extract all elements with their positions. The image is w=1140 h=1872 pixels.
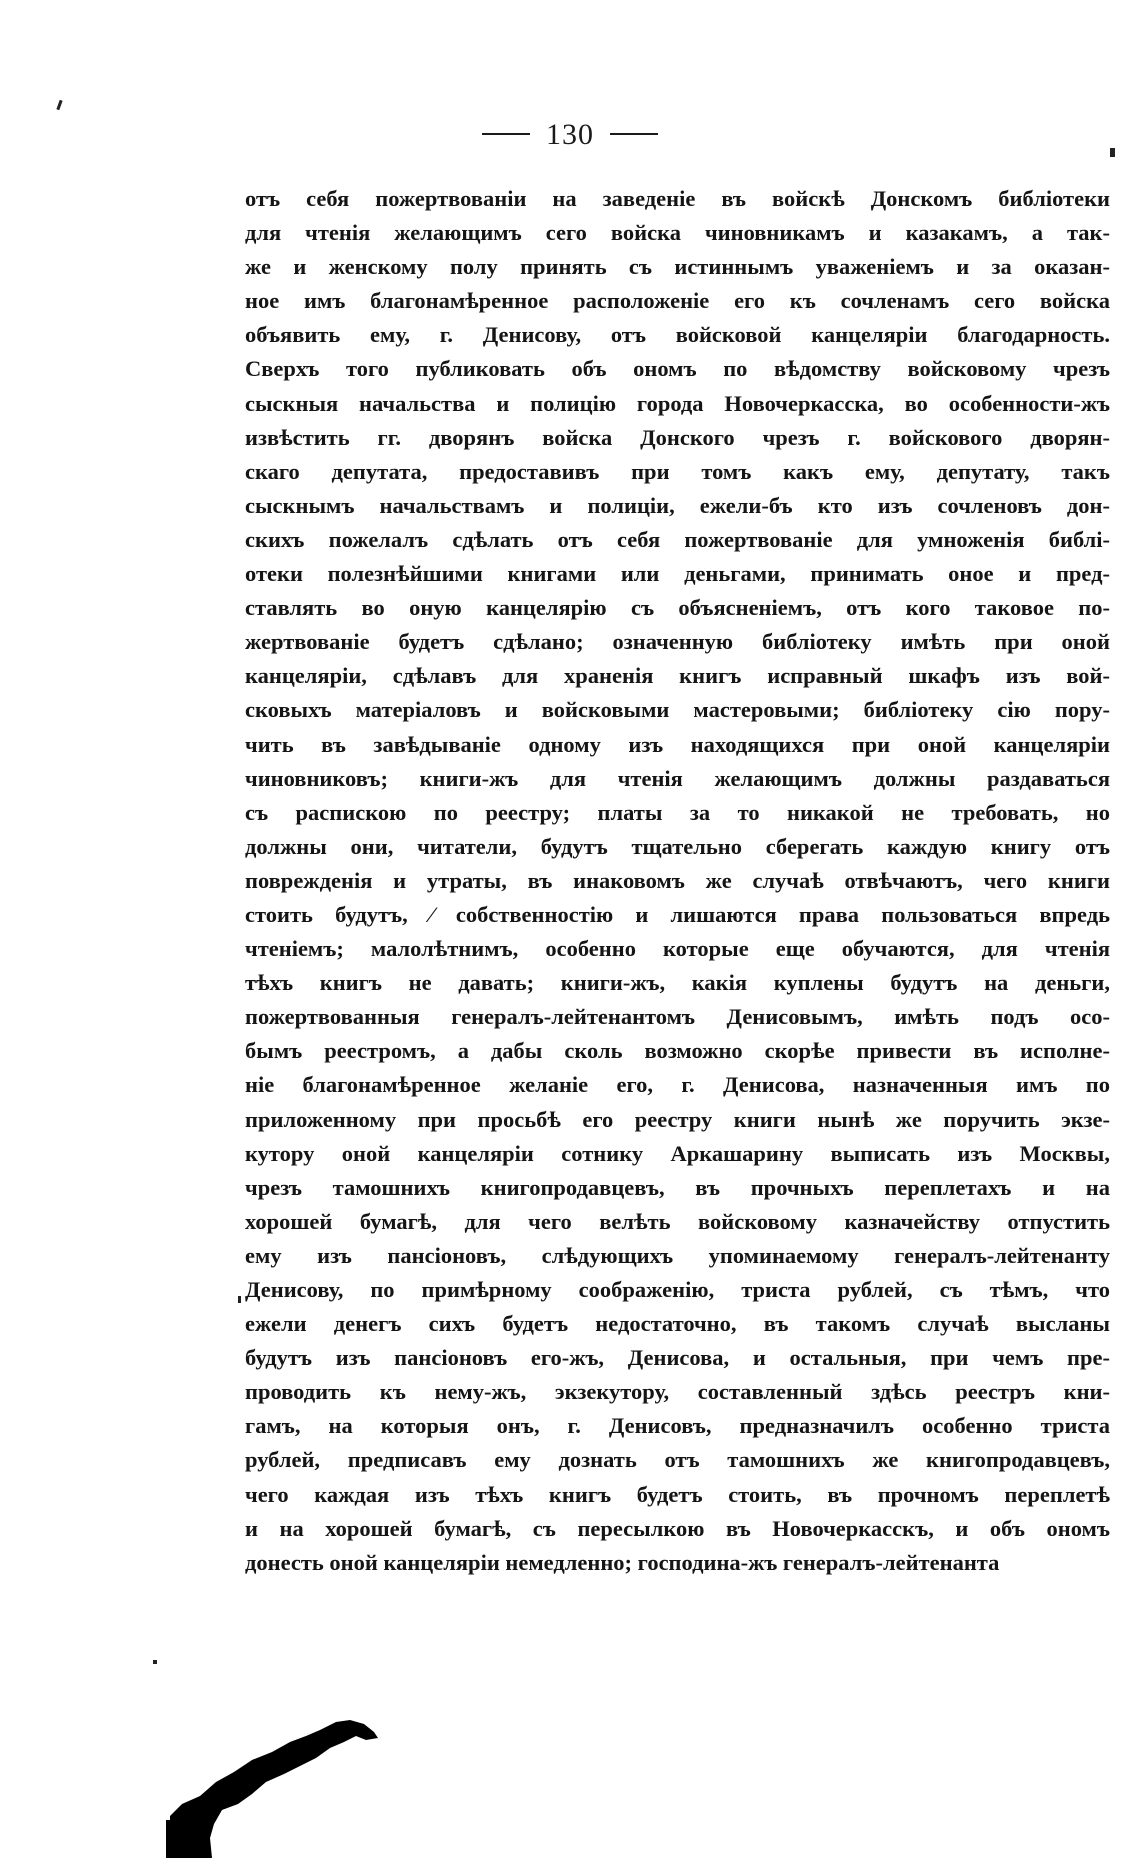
text-line: чтеніемъ; малолѣтнимъ, особенно которые еще обучаются, для чтенія	[245, 936, 1110, 962]
stray-mark-left-middle	[238, 1296, 241, 1303]
text-line: бымъ реестромъ, а дабы сколь возможно скорѣе привести въ исполне-	[245, 1038, 1110, 1064]
body-text	[245, 182, 1110, 1580]
ink-blot-decoration	[160, 1708, 380, 1858]
text-line: сыскныя начальства и полицію города Новочеркасска, во особенности-жъ	[245, 390, 1110, 416]
left-dash	[482, 133, 530, 135]
text-line: донесть оной канцеляріи немедленно; господина-жъ генералъ-лейтенанта	[245, 1549, 1000, 1575]
text-line: хорошей бумагѣ, для чего велѣть войсковому казначейству отпустить	[245, 1208, 1110, 1234]
page-number	[0, 118, 1140, 152]
text-line: рублей, предписавъ ему дознать отъ тамошнихъ же книгопродавцевъ,	[245, 1447, 1110, 1473]
text-line: стоить будутъ, ⁄ собственностію и лишаются права пользоваться впредь	[245, 901, 1110, 927]
text-line: скаго депутата, предоставивъ при томъ какъ ему, депутату, такъ	[245, 458, 1110, 484]
text-line: проводить къ нему-жъ, экзекутору, составленный здѣсь реестръ кни-	[245, 1379, 1110, 1405]
stray-mark-top-right	[1110, 148, 1115, 157]
text-line: гамъ, на которыя онъ, г. Денисовъ, предназначилъ особенно триста	[245, 1413, 1110, 1439]
text-line: для чтенія желающимъ сего войска чиновникамъ и казакамъ, а так-	[245, 220, 1110, 246]
text-line: кутору оной канцеляріи сотнику Аркашарину выписать изъ Москвы,	[245, 1140, 1110, 1166]
text-line: Денисову, по примѣрному соображенію, триста рублей, съ тѣмъ, что	[245, 1277, 1110, 1302]
text-line: поврежденія и утраты, въ инаковомъ же случаѣ отвѣчаютъ, чего книги	[245, 867, 1110, 893]
text-line: сыскнымъ начальствамъ и полиціи, ежели-бъ кто изъ сочленовъ дон-	[245, 492, 1110, 518]
text-line: приложенному при просьбѣ его реестру книги нынѣ же поручить экзе-	[245, 1106, 1110, 1132]
right-dash	[610, 133, 658, 135]
text-line: отеки полезнѣйшими книгами или деньгами, принимать оное и пред-	[245, 561, 1110, 587]
text-line: ное имъ благонамѣренное расположеніе его къ сочленамъ сего войска	[245, 288, 1110, 314]
text-line: пожертвованныя генералъ-лейтенантомъ Денисовымъ, имѣть подъ осо-	[245, 1004, 1110, 1030]
text-line: ему изъ пансіоновъ, слѣдующихъ упоминаемому генералъ-лейтенанту	[245, 1242, 1110, 1268]
text-line: съ распискою по реестру; платы за то никакой не требовать, но	[245, 799, 1110, 825]
text-line: и на хорошей бумагѣ, съ пересылкою въ Новочеркасскъ, и объ ономъ	[245, 1515, 1110, 1541]
text-line: будутъ изъ пансіоновъ его-жъ, Денисова, и остальныя, при чемъ пре-	[245, 1345, 1110, 1371]
text-line: скихъ пожелалъ сдѣлать отъ себя пожертвованіе для умноженія библі-	[245, 526, 1110, 552]
text-line: сковыхъ матеріаловъ и войсковыми мастеровыми; библіотеку сію пору-	[245, 697, 1110, 723]
text-line: чиновниковъ; книги-жъ для чтенія желающимъ должны раздаваться	[245, 765, 1110, 791]
text-line: канцеляріи, сдѣлавъ для храненія книгъ исправный шкафъ изъ вой-	[245, 663, 1110, 689]
text-line: чрезъ тамошнихъ книгопродавцевъ, въ прочныхъ переплетахъ и на	[245, 1174, 1110, 1200]
text-line: извѣстить гг. дворянъ войска Донского чрезъ г. войскового дворян-	[245, 424, 1110, 450]
text-line: чить въ завѣдываніе одному изъ находящихся при оной канцеляріи	[245, 731, 1110, 757]
stray-mark-top-left	[56, 100, 62, 110]
text-line: ставлять во оную канцелярію съ объясненіемъ, отъ кого таковое по-	[245, 595, 1110, 621]
page-number-value: 130	[546, 118, 594, 151]
text-line: объявить ему, г. Денисову, отъ войсковой канцеляріи благодарность.	[245, 322, 1110, 348]
text-line: ніе благонамѣренное желаніе его, г. Денисова, назначенныя имъ по	[245, 1072, 1110, 1098]
text-line: жертвованіе будетъ сдѣлано; означенную библіотеку имѣть при оной	[245, 629, 1110, 655]
stray-mark-bottom	[153, 1660, 157, 1664]
text-line: отъ себя пожертвованіи на заведеніе въ войскѣ Донскомъ библіотеки	[245, 186, 1110, 211]
text-line: ежели денегъ сихъ будетъ недостаточно, въ такомъ случаѣ высланы	[245, 1311, 1110, 1337]
text-line: же и женскому полу принять съ истиннымъ уваженіемъ и за оказан-	[245, 254, 1110, 280]
text-line: тѣхъ книгъ не давать; книги-жъ, какія куплены будутъ на деньги,	[245, 970, 1110, 996]
text-line: должны они, читатели, будутъ тщательно сберегать каждую книгу отъ	[245, 833, 1110, 859]
text-line: Сверхъ того публиковать объ ономъ по вѣдомству войсковому чрезъ	[245, 356, 1110, 382]
text-line: чего каждая изъ тѣхъ книгъ будетъ стоить, въ прочномъ переплетѣ	[245, 1481, 1110, 1507]
